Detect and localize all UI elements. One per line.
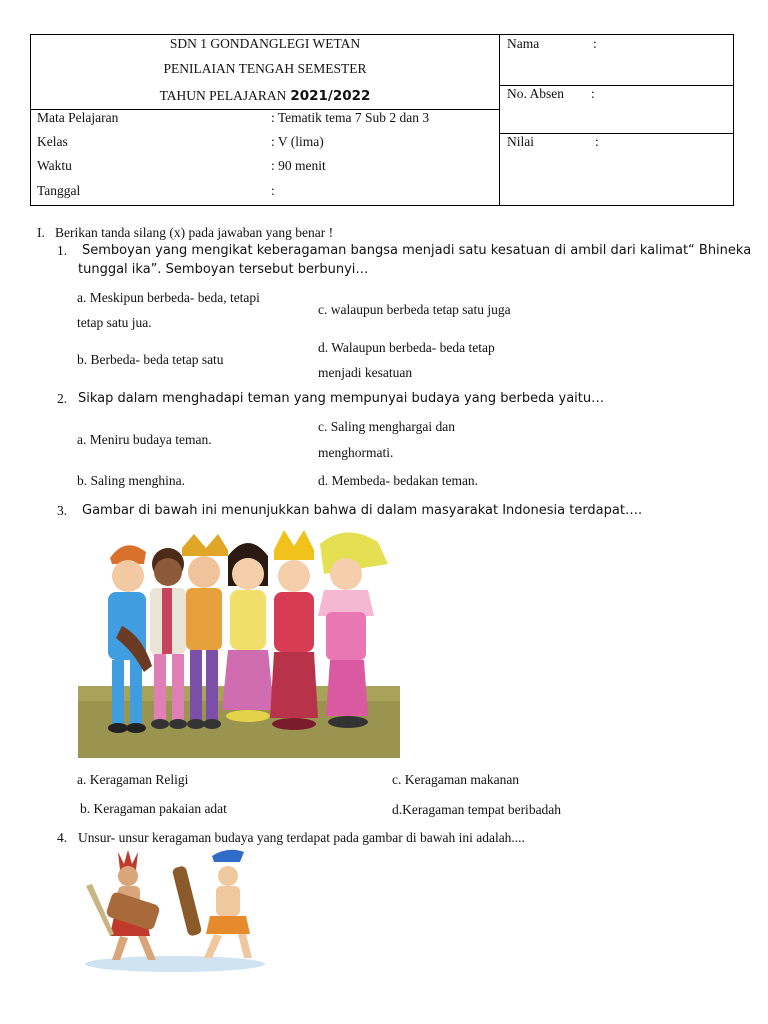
question-text: Semboyan yang mengikat keberagaman bangsa menjadi satu kesatuan di ambil dari kalimat“ Bhineka	[82, 243, 752, 258]
field-label-class: Kelas	[37, 134, 68, 149]
child-figure	[270, 530, 318, 730]
field-label-subject: Mata Pelajaran	[37, 110, 119, 125]
section-instruction: Berikan tanda silang (x) pada jawaban yang benar !	[55, 225, 334, 240]
option-a: a. Meniru budaya teman.	[77, 432, 212, 447]
year-value: 2021/2022	[290, 88, 371, 104]
option-c-cont: menghormati.	[318, 445, 394, 460]
score-colon: :	[595, 134, 599, 149]
field-value-subject: : Tematik tema 7 Sub 2 dan 3	[271, 110, 430, 125]
option-b: b. Berbeda- beda tetap satu	[77, 352, 224, 367]
child-figure	[222, 543, 274, 722]
name-colon: :	[593, 36, 597, 51]
absen-colon: :	[591, 86, 595, 101]
question-text: tunggal ika”. Semboyan tersebut berbunyi…	[78, 262, 369, 277]
dancer-figure	[172, 850, 252, 958]
question-number: 1.	[57, 243, 68, 258]
field-value-class: : V (lima)	[271, 134, 324, 149]
question-text: Sikap dalam menghadapi teman yang mempunyai budaya yang berbeda yaitu…	[78, 391, 605, 406]
field-value-time: : 90 menit	[271, 158, 326, 173]
option-a: a. Meskipun berbeda- beda, tetapi	[77, 290, 260, 305]
option-a: a. Keragaman Religi	[77, 772, 189, 787]
option-a-cont: tetap satu jua.	[77, 315, 152, 330]
absen-label: No. Absen	[507, 86, 564, 101]
table-divider	[499, 34, 500, 206]
question-text: Unsur- unsur keragaman budaya yang terdapat pada gambar di bawah ini adalah....	[78, 830, 525, 845]
option-b: b. Saling menghina.	[77, 473, 185, 488]
option-d: d.Keragaman tempat beribadah	[392, 802, 562, 817]
option-b: b. Keragaman pakaian adat	[80, 801, 227, 816]
exam-title: PENILAIAN TENGAH SEMESTER	[163, 61, 367, 76]
traditional-dance-illustration	[80, 846, 270, 976]
school-name: SDN 1 GONDANGLEGI WETAN	[169, 36, 361, 51]
academic-year	[30, 87, 500, 105]
field-label-date: Tanggal	[37, 183, 81, 198]
field-label-time: Waktu	[37, 158, 72, 173]
option-c: c. walaupun berbeda tetap satu juga	[318, 302, 511, 317]
question-number: 2.	[57, 391, 68, 406]
question-text: Gambar di bawah ini menunjukkan bahwa di dalam masyarakat Indonesia terdapat….	[82, 503, 643, 518]
option-c: c. Saling menghargai dan	[318, 419, 455, 434]
question-number: 4.	[57, 830, 68, 845]
option-d: d. Walaupun berbeda- beda tetap	[318, 340, 495, 355]
option-c: c. Keragaman makanan	[392, 772, 520, 787]
score-label: Nilai	[507, 134, 534, 149]
table-divider	[499, 133, 734, 134]
section-number: I.	[37, 225, 45, 240]
question-number: 3.	[57, 503, 68, 518]
traditional-clothing-illustration	[78, 526, 400, 758]
option-d: d. Membeda- bedakan teman.	[318, 473, 479, 488]
name-label: Nama	[507, 36, 540, 51]
dancer-figure	[86, 850, 161, 960]
year-label: TAHUN PELAJARAN	[159, 88, 287, 103]
option-d-cont: menjadi kesatuan	[318, 365, 413, 380]
field-value-date: :	[271, 183, 275, 198]
